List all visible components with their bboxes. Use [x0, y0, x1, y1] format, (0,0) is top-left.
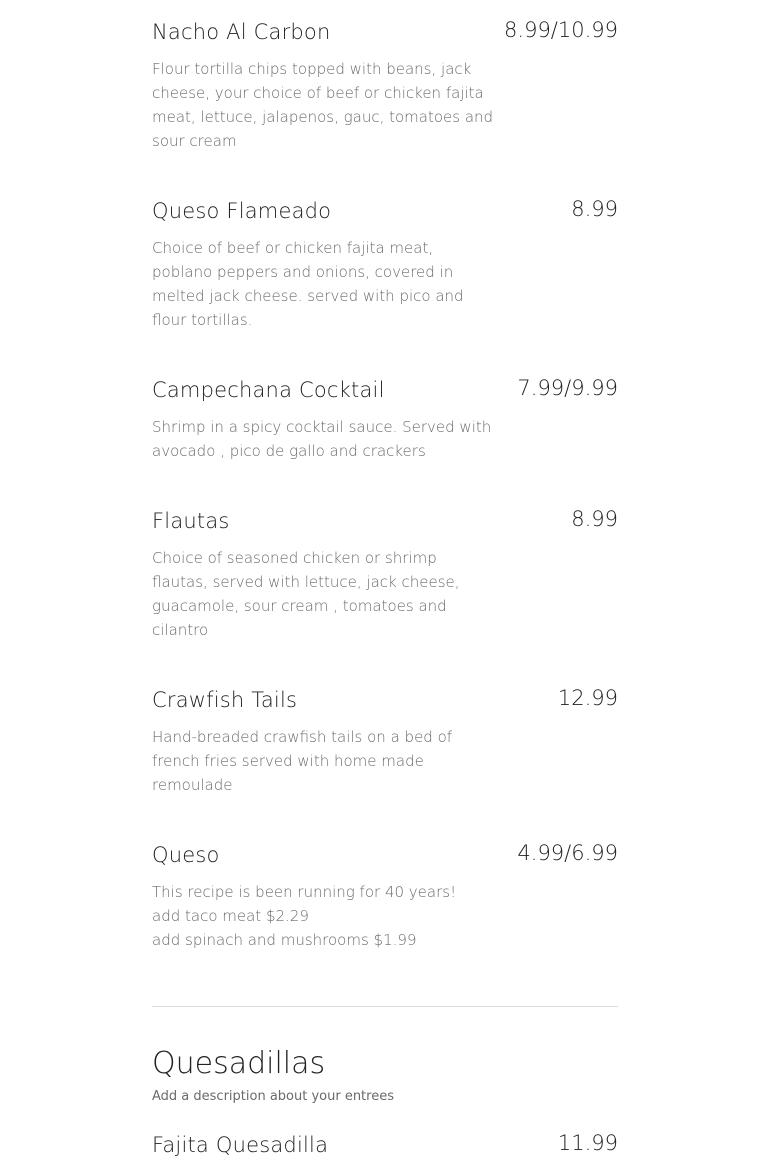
item-description: [152, 725, 492, 797]
item-price: 11.99: [557, 1131, 618, 1155]
description-line: Hand-breaded crawfish tails on a bed of: [152, 728, 453, 746]
description-line: This recipe is been running for 40 years!: [152, 883, 457, 901]
description-line: meat, lettuce, jalapenos, gauc, tomatoes and: [152, 108, 494, 126]
menu-item: [152, 1133, 618, 1163]
item-description: [152, 415, 492, 463]
item-description: [152, 236, 492, 332]
menu-item: [152, 688, 618, 797]
item-price: 8.99: [571, 197, 618, 221]
section-title: Quesadillas: [152, 1046, 326, 1081]
item-name: Campechana Cocktail: [152, 378, 385, 402]
menu-item: [152, 199, 618, 332]
section-divider: [152, 1006, 618, 1007]
menu-item: [152, 378, 618, 463]
item-description: [152, 57, 492, 153]
item-price: 8.99: [571, 507, 618, 531]
menu-item: [152, 20, 618, 153]
item-name: Fajita Quesadilla: [152, 1133, 329, 1157]
item-description: [152, 880, 492, 952]
item-price: 8.99/10.99: [504, 18, 618, 42]
description-line: Choice of beef or chicken fajita meat,: [152, 239, 434, 257]
description-line: flour tortillas.: [152, 311, 253, 329]
menu-item: [152, 509, 618, 642]
description-line: french fries served with home made: [152, 752, 424, 770]
item-name: Nacho Al Carbon: [152, 20, 331, 44]
item-name: Queso Flameado: [152, 199, 332, 223]
description-line: remoulade: [152, 776, 233, 794]
description-line: Choice of seasoned chicken or shrimp: [152, 549, 437, 567]
section-subtitle: Add a description about your entrees: [152, 1089, 394, 1104]
description-line: avocado , pico de gallo and crackers: [152, 442, 426, 460]
description-line: cheese, your choice of beef or chicken fajita: [152, 84, 484, 102]
menu-item: [152, 843, 618, 952]
item-name: Flautas: [152, 509, 230, 533]
description-line: Flour tortilla chips topped with beans, jack: [152, 60, 472, 78]
description-line: add taco meat $2.29: [152, 907, 309, 925]
description-line: cilantro: [152, 621, 209, 639]
description-line: Shrimp in a spicy cocktail sauce. Served with: [152, 418, 492, 436]
item-name: Crawfish Tails: [152, 688, 298, 712]
description-line: add spinach and mushrooms $1.99: [152, 931, 417, 949]
item-price: 12.99: [557, 686, 618, 710]
item-name: Queso: [152, 843, 220, 867]
item-price: 7.99/9.99: [517, 376, 618, 400]
description-line: flautas, served with lettuce, jack cheese,: [152, 573, 460, 591]
description-line: melted jack cheese. served with pico and: [152, 287, 464, 305]
description-line: poblano peppers and onions, covered in: [152, 263, 454, 281]
item-description: [152, 546, 492, 642]
item-price: 4.99/6.99: [517, 841, 618, 865]
description-line: sour cream: [152, 132, 237, 150]
description-line: guacamole, sour cream , tomatoes and: [152, 597, 447, 615]
